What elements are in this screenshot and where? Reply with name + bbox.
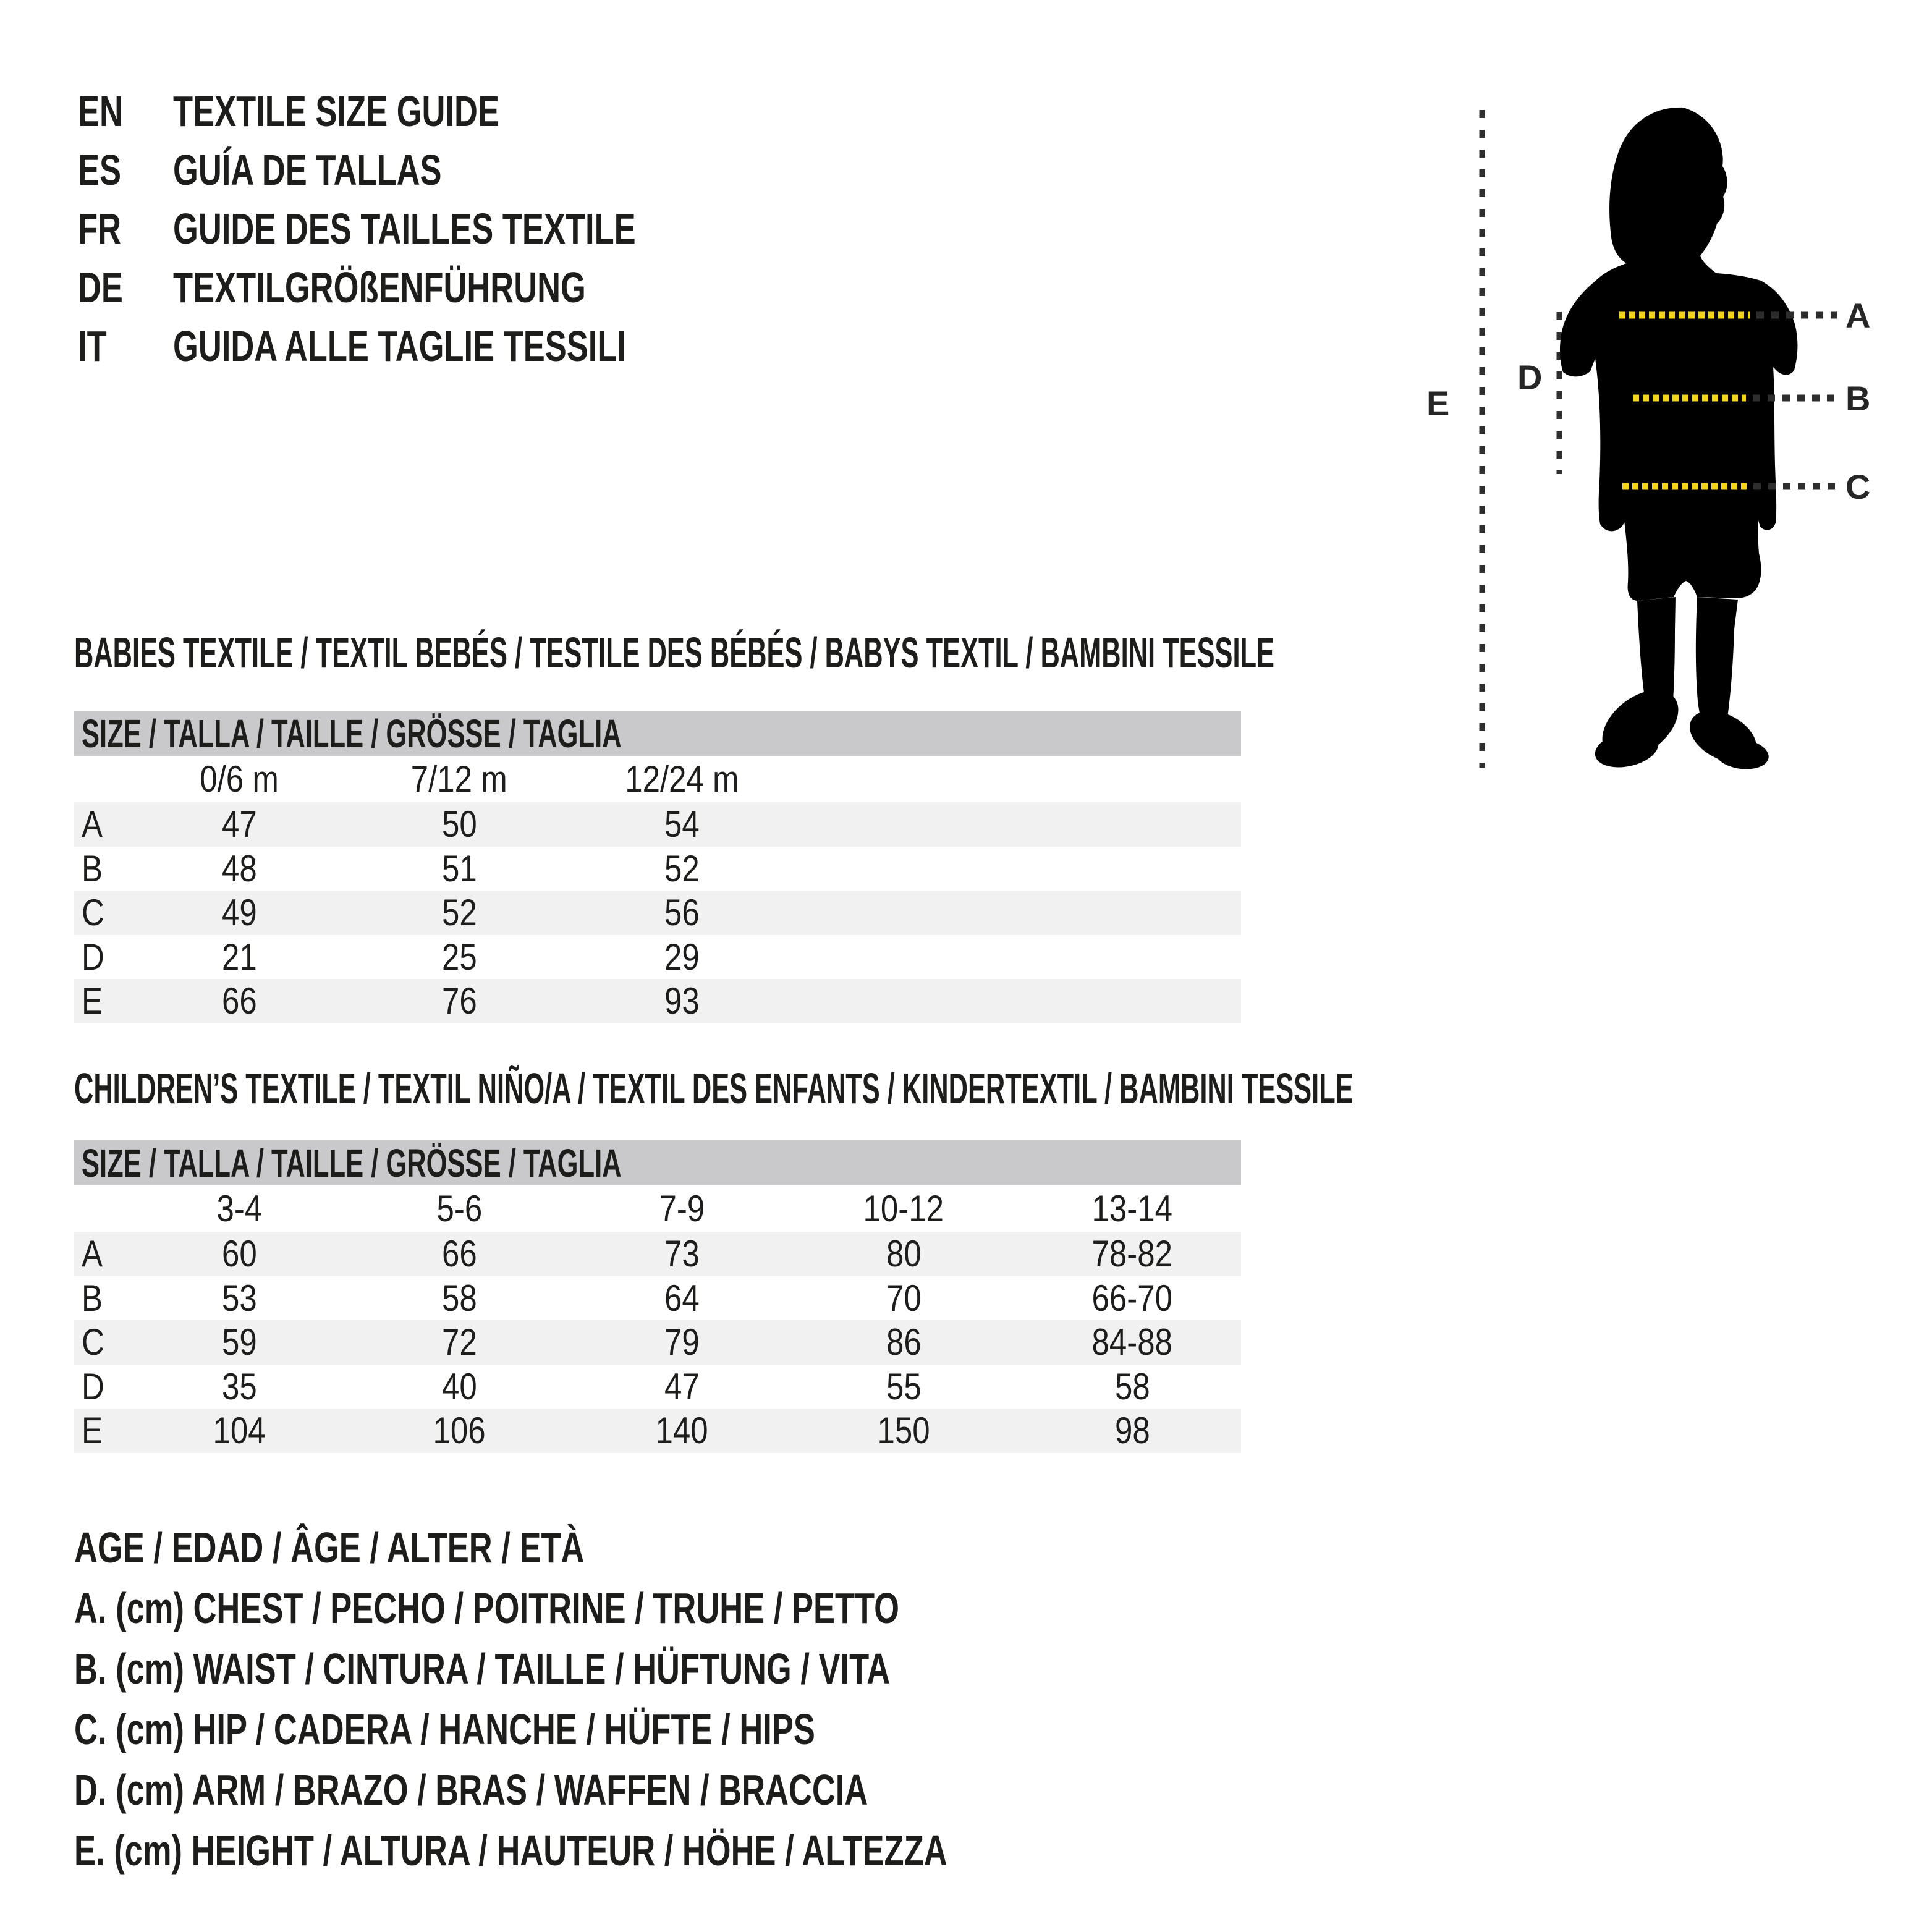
table-cell: 66-70 xyxy=(1091,1277,1173,1319)
table-cell: 66 xyxy=(441,1233,477,1275)
table-cell: 47 xyxy=(664,1365,700,1407)
row-label: A xyxy=(82,803,103,845)
table-cell: 49 xyxy=(221,892,257,934)
children-column-header-row xyxy=(74,1185,1241,1232)
language-guide-title: GUÍA DE TALLAS xyxy=(173,145,442,194)
table-cell: 58 xyxy=(441,1277,477,1319)
language-row-fr xyxy=(78,199,1067,258)
table-cell: 66 xyxy=(221,980,257,1022)
children-column-header: 5-6 xyxy=(436,1188,482,1229)
figure-label-e: E xyxy=(1426,384,1450,423)
table-cell: 73 xyxy=(664,1233,700,1275)
table-row xyxy=(74,847,1241,891)
table-row xyxy=(74,935,1241,980)
babies-column-header: 0/6 m xyxy=(200,758,279,800)
table-row xyxy=(74,1232,1241,1276)
row-label: B xyxy=(82,847,103,889)
table-cell: 55 xyxy=(886,1365,922,1407)
legend-row-height xyxy=(74,1820,1310,1881)
table-row xyxy=(74,1320,1241,1365)
table-cell: 70 xyxy=(886,1277,922,1319)
language-guide-title: GUIDE DES TAILLES TEXTILE xyxy=(173,204,636,253)
row-label: E xyxy=(82,1410,103,1452)
children-column-header: 13-14 xyxy=(1091,1188,1173,1229)
table-cell: 25 xyxy=(441,936,477,978)
measurement-legend xyxy=(74,1517,1310,1881)
table-row xyxy=(74,802,1241,847)
table-cell: 79 xyxy=(664,1321,700,1363)
language-guide-title: TEXTILE SIZE GUIDE xyxy=(173,87,499,135)
table-cell: 50 xyxy=(441,803,477,845)
child-silhouette-icon xyxy=(1560,108,1797,773)
table-cell: 72 xyxy=(441,1321,477,1363)
language-code: ES xyxy=(78,145,122,194)
language-row-en xyxy=(78,82,1067,140)
table-cell: 51 xyxy=(441,847,477,889)
legend-row-arm xyxy=(74,1760,1310,1820)
language-code: IT xyxy=(78,321,107,370)
row-label: B xyxy=(82,1277,103,1319)
table-cell: 47 xyxy=(221,803,257,845)
figure-label-b: B xyxy=(1845,379,1871,418)
table-cell: 76 xyxy=(441,980,477,1022)
table-row xyxy=(74,1276,1241,1321)
table-cell: 106 xyxy=(433,1410,486,1452)
children-section-title-text: CHILDREN’S TEXTILE / TEXTIL NIÑO/A / TEXTIL DES ENFANTS / KINDERTEXTIL / BAMBINI TESSILE xyxy=(74,1064,1354,1112)
babies-section-title xyxy=(74,630,1557,675)
table-cell: 48 xyxy=(221,847,257,889)
language-code: DE xyxy=(78,263,123,311)
row-label: E xyxy=(82,980,103,1022)
row-label: D xyxy=(82,936,104,978)
children-size-table xyxy=(74,1140,1241,1453)
language-code: EN xyxy=(78,87,123,135)
language-row-es xyxy=(78,140,1067,199)
table-cell: 60 xyxy=(221,1233,257,1275)
row-label: A xyxy=(82,1233,103,1275)
table-cell: 53 xyxy=(221,1277,257,1319)
table-cell: 58 xyxy=(1114,1365,1150,1407)
table-cell: 35 xyxy=(221,1365,257,1407)
legend-waist-text: B. (cm) WAIST / CINTURA / TAILLE / HÜFTUNG / VITA xyxy=(74,1645,891,1693)
language-guide-title: GUIDA ALLE TAGLIE TESSILI xyxy=(173,321,627,370)
table-cell: 52 xyxy=(441,892,477,934)
table-row xyxy=(74,979,1241,1023)
legend-row-waist xyxy=(74,1638,1310,1699)
children-section-title xyxy=(74,1066,1681,1111)
language-guide-title: TEXTILGRÖßENFÜHRUNG xyxy=(173,263,586,311)
babies-section-title-text: BABIES TEXTILE / TEXTIL BEBÉS / TESTILE DES BÉBÉS / BABYS TEXTIL / BAMBINI TESSILE xyxy=(74,629,1275,677)
row-label: D xyxy=(82,1365,104,1407)
figure-label-d: D xyxy=(1517,358,1543,397)
table-cell: 59 xyxy=(221,1321,257,1363)
children-column-header: 10-12 xyxy=(863,1188,944,1229)
table-cell: 140 xyxy=(655,1410,708,1452)
babies-column-header: 7/12 m xyxy=(411,758,507,800)
figure-label-a: A xyxy=(1845,296,1871,335)
children-column-header: 7-9 xyxy=(659,1188,705,1229)
babies-size-header-text: SIZE / TALLA / TAILLE / GRÖSSE / TAGLIA xyxy=(82,711,622,756)
table-cell: 40 xyxy=(441,1365,477,1407)
table-row xyxy=(74,891,1241,935)
legend-height-text: E. (cm) HEIGHT / ALTURA / HAUTEUR / HÖHE / ALTEZZA xyxy=(74,1826,947,1875)
legend-row-age xyxy=(74,1517,1310,1578)
figure-label-c: C xyxy=(1845,467,1871,506)
legend-chest-text: A. (cm) CHEST / PECHO / POITRINE / TRUHE / PETTO xyxy=(74,1584,900,1632)
babies-column-header: 12/24 m xyxy=(624,758,739,800)
table-row xyxy=(74,1409,1241,1453)
table-cell: 93 xyxy=(664,980,700,1022)
table-cell: 86 xyxy=(886,1321,922,1363)
table-cell: 78-82 xyxy=(1091,1233,1173,1275)
table-cell: 84-88 xyxy=(1091,1321,1173,1363)
table-cell: 54 xyxy=(664,803,700,845)
row-label: C xyxy=(82,1321,104,1363)
children-size-header-bar xyxy=(74,1140,1241,1185)
table-cell: 150 xyxy=(877,1410,930,1452)
table-cell: 52 xyxy=(664,847,700,889)
table-cell: 98 xyxy=(1114,1410,1150,1452)
babies-column-header-row xyxy=(74,756,1241,802)
children-size-header-text: SIZE / TALLA / TAILLE / GRÖSSE / TAGLIA xyxy=(82,1140,622,1185)
language-row-it xyxy=(78,316,1067,375)
legend-hip-text: C. (cm) HIP / CADERA / HANCHE / HÜFTE / HIPS xyxy=(74,1705,815,1753)
table-cell: 80 xyxy=(886,1233,922,1275)
language-code: FR xyxy=(78,204,121,253)
table-cell: 104 xyxy=(213,1410,266,1452)
table-cell: 29 xyxy=(664,936,700,978)
legend-row-chest xyxy=(74,1578,1310,1638)
babies-size-header-bar xyxy=(74,711,1241,756)
language-title-list xyxy=(78,82,1067,375)
legend-arm-text: D. (cm) ARM / BRAZO / BRAS / WAFFEN / BRACCIA xyxy=(74,1766,868,1814)
table-cell: 64 xyxy=(664,1277,700,1319)
table-cell: 21 xyxy=(221,936,257,978)
table-cell: 56 xyxy=(664,892,700,934)
legend-age-text: AGE / EDAD / ÂGE / ALTER / ETÀ xyxy=(74,1523,585,1572)
legend-row-hip xyxy=(74,1699,1310,1760)
row-label: C xyxy=(82,892,104,934)
children-column-header: 3-4 xyxy=(216,1188,262,1229)
babies-size-table xyxy=(74,711,1241,1023)
table-row xyxy=(74,1365,1241,1409)
language-row-de xyxy=(78,258,1067,316)
child-silhouette-figure xyxy=(1409,99,1879,791)
